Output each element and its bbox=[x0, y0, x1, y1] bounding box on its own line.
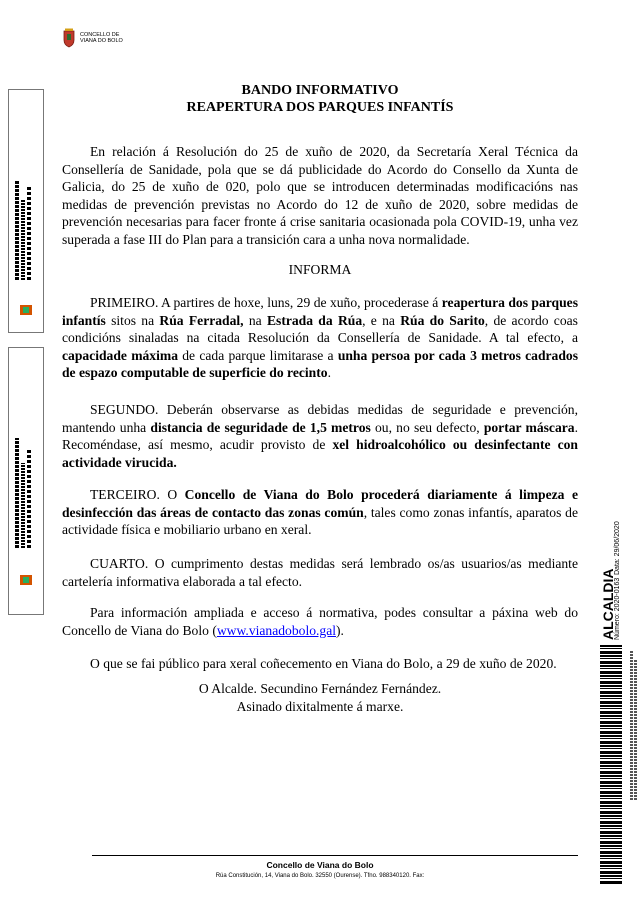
document-title bbox=[60, 82, 580, 116]
segundo-text-1: SEGUNDO. Deberán observarse as debidas medidas de seguridade e prevención, mantendo unha bbox=[62, 402, 578, 435]
coat-of-arms-icon bbox=[62, 28, 76, 48]
primeiro-text-1: PRIMEIRO. A partires de hoxe, luns, 29 de xuño, procederase á bbox=[90, 295, 442, 310]
closing-text: O que se fai público para xeral coñecemento en Viana do Bolo, a 29 de xuño de 2020. bbox=[90, 656, 557, 671]
primeiro-bold-1: reapertura dos parques infantís bbox=[62, 295, 578, 328]
signature-stamp-box-2 bbox=[8, 347, 44, 615]
segundo-text-2: ou, no seu defecto, bbox=[370, 419, 484, 435]
cuarto-text: CUARTO. O cumprimento destas medidas será lembrado os/as usuarios/as mediante cartelería informativa elaborada a tal efecto. bbox=[62, 556, 578, 589]
primeiro-bold-3: Estrada da Rúa bbox=[266, 312, 363, 328]
primeiro-text-6: de cada parque limitarase a bbox=[178, 347, 338, 363]
terceiro-paragraph bbox=[62, 486, 578, 539]
municipal-logo bbox=[62, 28, 123, 48]
segundo-bold-3: xel hidroalcohólico ou desinfectante con actividade virucida. bbox=[62, 437, 578, 470]
terceiro-text-1: TERCEIRO. O bbox=[90, 487, 185, 502]
signature-stamp-box-1 bbox=[8, 89, 44, 333]
primeiro-text-3: na bbox=[243, 312, 267, 328]
signature-line2: Asinado dixitalmente á marxe. bbox=[236, 698, 404, 714]
primeiro-bold-5: capacidade máxima bbox=[62, 347, 179, 363]
primeiro-bold-4: Rúa do Sarito bbox=[400, 312, 485, 328]
signature-box-text-2 bbox=[15, 438, 31, 548]
terceiro-bold-1: Concello de Viana do Bolo procederá diariamente á limpeza e desinfección das áreas de contacto das zonas común bbox=[62, 487, 578, 520]
terceiro-text-2: , tales como zonas infantís, aparatos de actividade física e mobiliario urbano en xeral. bbox=[62, 504, 578, 537]
primeiro-text-4: , e na bbox=[362, 312, 401, 328]
cuarto-paragraph bbox=[62, 555, 578, 590]
verification-line-2 bbox=[634, 660, 637, 800]
website-link[interactable]: www.vianadobolo.gal bbox=[216, 622, 337, 638]
logo-line1: CONCELLO DE bbox=[80, 31, 120, 38]
crest-icon bbox=[19, 574, 33, 586]
document-number: Número: 2020-0163 bbox=[614, 577, 621, 640]
footer-address: Rúa Constitución, 14, Viana do Bolo. 32550 (Ourense). Tfno. 988340120. Fax: bbox=[215, 873, 425, 879]
closing-paragraph bbox=[62, 655, 578, 673]
title-line2: REAPERTURA DOS PARQUES INFANTÍS bbox=[186, 100, 454, 115]
signature-box-text-1 bbox=[15, 180, 31, 280]
primeiro-text-7: . bbox=[327, 365, 331, 380]
info-text-1: Para información ampliada e acceso á normativa, podes consultar a páxina web do Concello de Viana do Bolo ( bbox=[62, 605, 578, 638]
title-line1: BANDO INFORMATIVO bbox=[241, 83, 399, 98]
segundo-paragraph bbox=[62, 401, 578, 471]
signature-line1: O Alcalde. Secundino Fernández Fernández. bbox=[198, 681, 442, 696]
office-stamp: ALCALDIA bbox=[600, 568, 616, 640]
primeiro-paragraph bbox=[62, 294, 578, 382]
segundo-text-3: . Recoméndase, así mesmo, acudir provisto de bbox=[62, 419, 578, 452]
footer-name: Concello de Viana do Bolo bbox=[266, 860, 374, 870]
document-date: Data: 29/06/2020 bbox=[614, 521, 621, 575]
signature-block bbox=[60, 680, 580, 715]
info-paragraph bbox=[62, 604, 578, 639]
crest-icon bbox=[19, 304, 33, 316]
logo-line2: VIANA DO BOLO bbox=[80, 38, 123, 44]
segundo-bold-1: distancia de seguridade de 1,5 metros bbox=[150, 419, 371, 435]
intro-text: En relación á Resolución do 25 de xuño de 2020, da Secretaría Xeral Técnica da Consellería de Sanidade, pola que se dá publicidade do Acordo do Consello da Xunta de Galicia, do 25 de xuño de 020, polo que se introducen determinadas modificacións nas medidas de prevención previstas no Acordo do 12 de xuño de 2020, sobre medidas de prevención necesarias para facer fronte á crise sanitaria ocasionada pola COVID-19, unha vez superada a fase III do Plan para a transición cara a unha nova normalidade. bbox=[62, 144, 578, 247]
primeiro-text-5: , de acordo coas condicións sinaladas na citada Resolución da Consellería de Sanidade. A tal efecto, a bbox=[62, 312, 578, 345]
info-text-2: ). bbox=[336, 622, 344, 638]
verification-line-1 bbox=[630, 650, 633, 800]
primeiro-bold-2: Rúa Ferradal, bbox=[159, 312, 244, 328]
primeiro-bold-6: unha persoa por cada 3 metros cadrados de espazo computable de superficie do recinto bbox=[62, 347, 578, 380]
footer-divider bbox=[92, 855, 578, 856]
primeiro-text-2: sitos na bbox=[105, 312, 160, 328]
informa-heading: INFORMA bbox=[288, 262, 352, 277]
intro-paragraph bbox=[62, 143, 578, 248]
segundo-bold-2: portar máscara bbox=[483, 419, 575, 435]
barcode bbox=[600, 645, 622, 885]
